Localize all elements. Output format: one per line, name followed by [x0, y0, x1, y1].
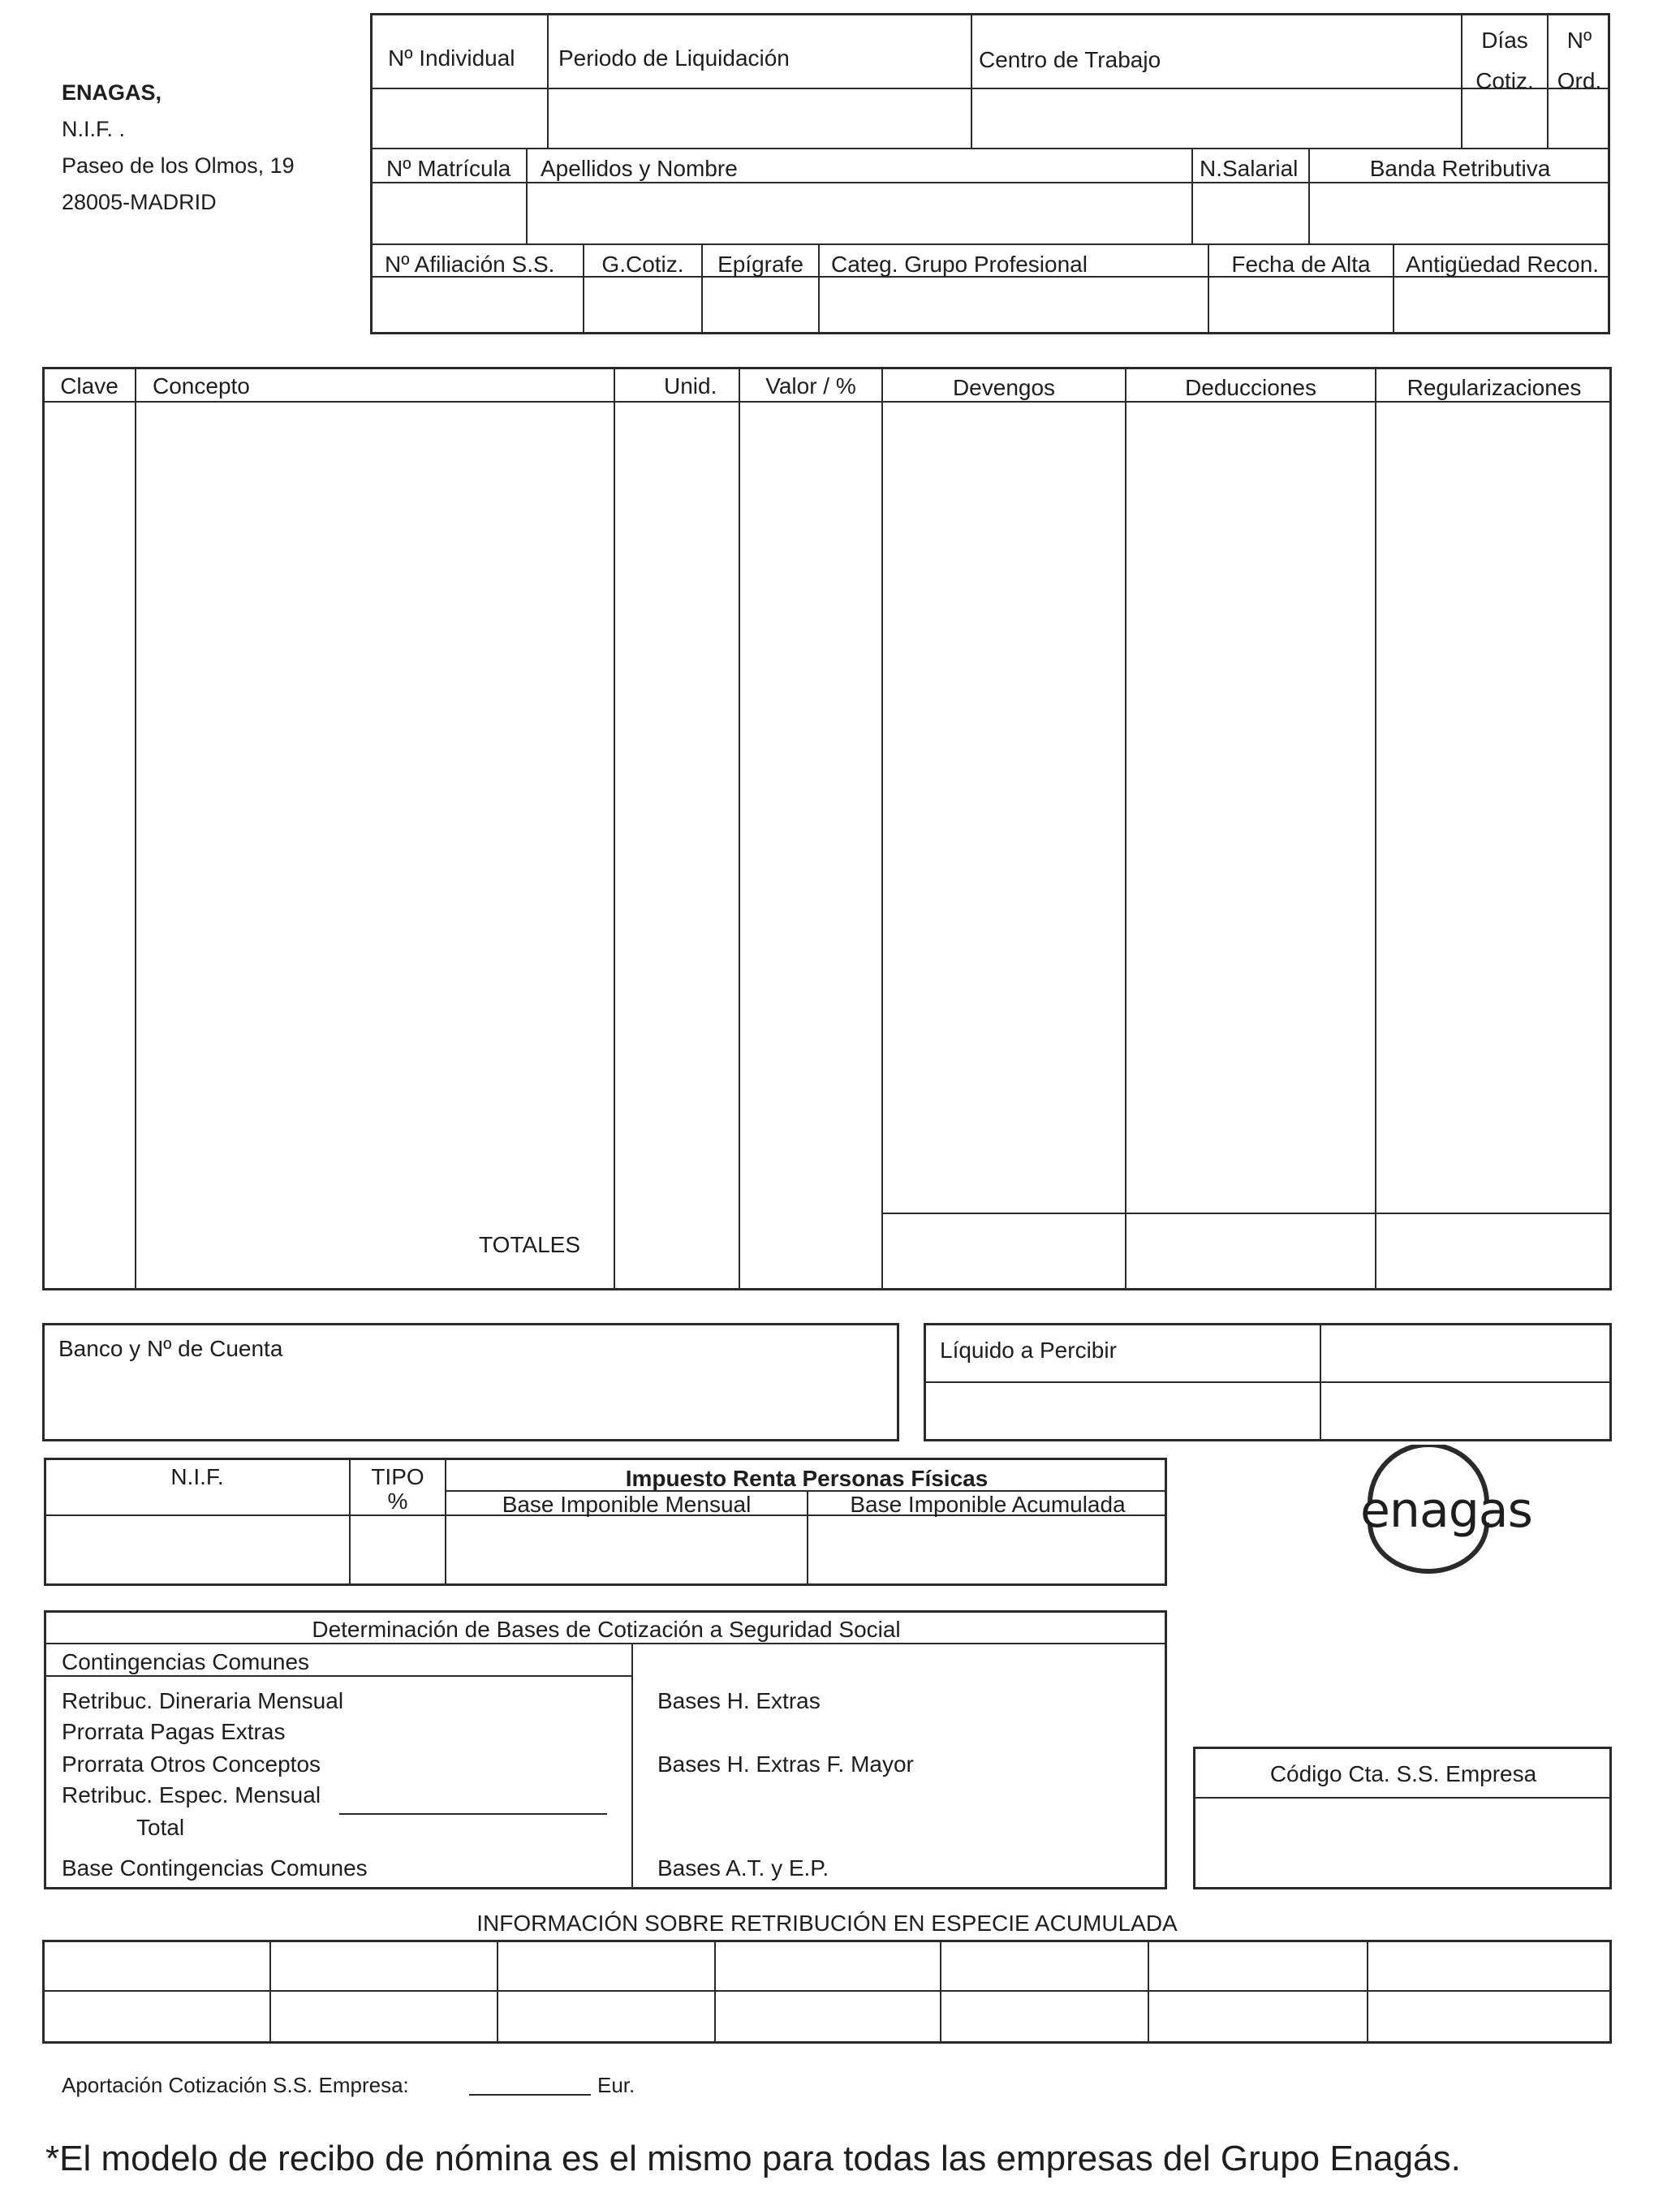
company-block — [62, 75, 295, 221]
col-devengos: Devengos — [952, 375, 1056, 400]
company-address: Paseo de los Olmos, 19 — [62, 153, 295, 178]
codigo-cta-label: Código Cta. S.S. Empresa — [1269, 1761, 1537, 1786]
label-antiguedad: Antigüedad Recon. — [1405, 252, 1600, 277]
label-gcotiz: G.Cotiz. — [601, 252, 684, 277]
label-afiliacion: Nº Afiliación S.S. — [385, 252, 555, 277]
ss-bases-extras: Bases H. Extras — [657, 1688, 821, 1713]
irpf-tipo: TIPO — [371, 1464, 424, 1489]
label-individual: Nº Individual — [388, 45, 515, 71]
label-no: Nº — [1566, 28, 1592, 53]
ss-item-0: Retribuc. Dineraria Mensual — [62, 1688, 344, 1713]
aportacion-label: Aportación Cotización S.S. Empresa: — [62, 2073, 409, 2097]
ss-item-1: Prorrata Pagas Extras — [62, 1719, 286, 1744]
especie-title: INFORMACIÓN SOBRE RETRIBUCIÓN EN ESPECIE ACUMULADA — [476, 1911, 1178, 1936]
label-banda: Banda Retributiva — [1369, 156, 1551, 181]
company-city: 28005-MADRID — [62, 190, 217, 214]
liquido-label: Líquido a Percibir — [940, 1338, 1117, 1363]
irpf-nif: N.I.F. — [170, 1464, 224, 1489]
col-regularizaciones: Regularizaciones — [1406, 375, 1582, 400]
col-valor: Valor / % — [765, 373, 856, 399]
totales-label: TOTALES — [479, 1232, 581, 1257]
ss-item-2: Prorrata Otros Conceptos — [62, 1751, 321, 1777]
ss-bases-at: Bases A.T. y E.P. — [657, 1855, 829, 1881]
aportacion-unit: Eur. — [597, 2073, 635, 2097]
ss-total: Total — [136, 1815, 185, 1840]
col-concepto: Concepto — [153, 373, 250, 399]
label-cotiz: Cotiz. — [1475, 68, 1534, 93]
label-matricula: Nº Matrícula — [386, 156, 511, 181]
ss-title: Determinación de Bases de Cotización a Seguridad Social — [312, 1617, 901, 1642]
footnote: *El modelo de recibo de nómina es el mismo para todas las empresas del Grupo Enagás. — [45, 2139, 1461, 2178]
label-categ: Categ. Grupo Profesional — [831, 252, 1088, 277]
company-nif: N.I.F. . — [62, 117, 126, 141]
label-dias: Días — [1481, 28, 1528, 53]
label-apellidos: Apellidos y Nombre — [541, 156, 738, 181]
irpf-base-mensual: Base Imponible Mensual — [502, 1492, 752, 1517]
logo-wordmark: enagas — [1360, 1482, 1532, 1539]
label-nsalarial: N.Salarial — [1200, 156, 1299, 181]
label-periodo: Periodo de Liquidación — [558, 45, 790, 71]
ss-bases-extras-fm: Bases H. Extras F. Mayor — [657, 1751, 914, 1777]
company-name: ENAGAS, — [62, 80, 162, 105]
label-epigrafe: Epígrafe — [717, 252, 803, 277]
ss-contingencias: Contingencias Comunes — [62, 1649, 310, 1674]
ss-base-comunes: Base Contingencias Comunes — [62, 1855, 368, 1881]
col-clave: Clave — [60, 373, 118, 399]
enagas-logo — [1347, 1445, 1532, 1575]
ss-item-3: Retribuc. Espec. Mensual — [62, 1782, 321, 1807]
label-ord: Ord. — [1557, 68, 1602, 93]
col-unid: Unid. — [664, 373, 717, 399]
especie-table — [42, 1940, 1612, 2044]
bank-label: Banco y Nº de Cuenta — [58, 1336, 283, 1361]
col-deducciones: Deducciones — [1185, 375, 1316, 400]
aportacion-blank — [469, 2094, 591, 2096]
label-centro: Centro de Trabajo — [979, 47, 1161, 72]
irpf-tipo-pct: % — [387, 1489, 408, 1514]
label-fecha-alta: Fecha de Alta — [1231, 252, 1371, 277]
irpf-base-acumulada: Base Imponible Acumulada — [850, 1492, 1126, 1517]
irpf-title: Impuesto Renta Personas Físicas — [625, 1466, 989, 1491]
